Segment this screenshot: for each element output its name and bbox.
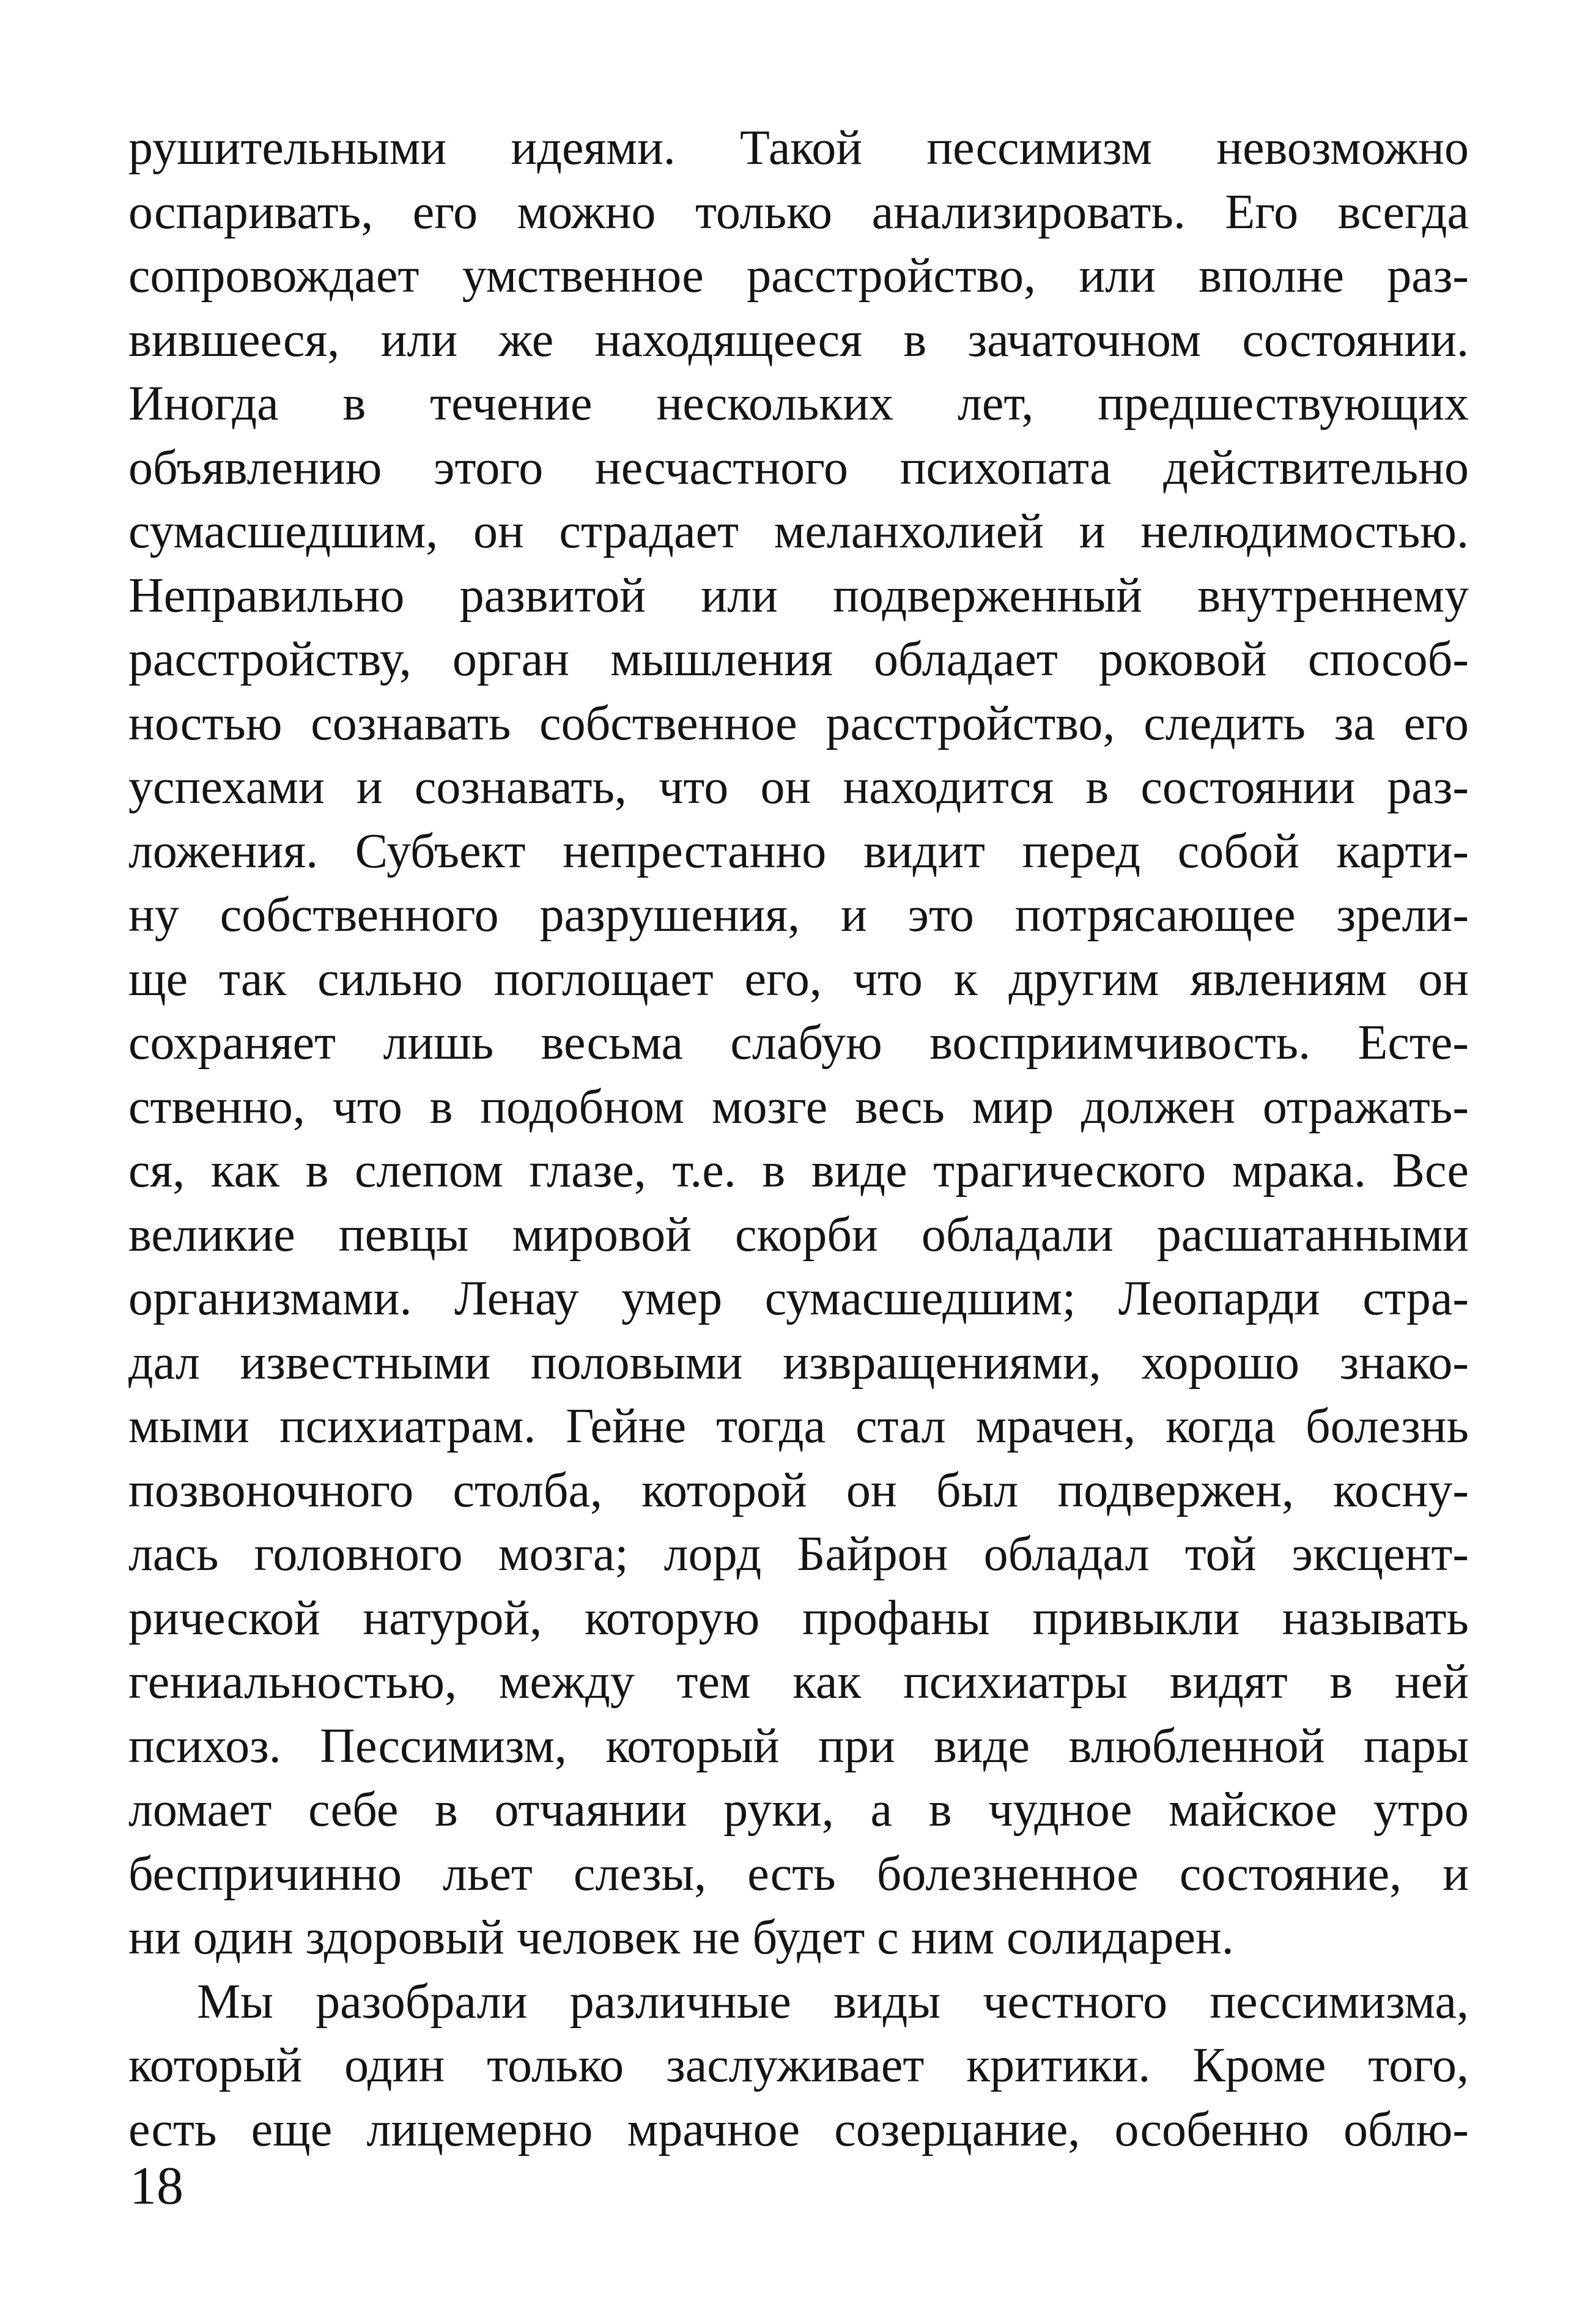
- text-line: ще так сильно поглощает его, что к другим явлениям он: [128, 952, 1469, 1006]
- text-line: ломает себе в отчаянии руки, а в чудное майское утро: [128, 1783, 1469, 1837]
- text-line: ну собственного разрушения, и это потрясающее зрели-: [128, 888, 1469, 942]
- text-line: беспричинно льет слезы, есть болезненное состояние, и: [128, 1846, 1469, 1901]
- text-line: который один только заслуживает критики. Кроме того,: [128, 2038, 1469, 2092]
- text-line: сопровождает умственное расстройство, или вполне раз-: [128, 249, 1469, 303]
- text-line: сохраняет лишь весьма слабую восприимчивость. Есте-: [128, 1016, 1469, 1070]
- text-line: дал известными половыми извращениями, хорошо знако-: [128, 1335, 1469, 1390]
- text-line: ложения. Субъект непрестанно видит перед собой карти-: [128, 824, 1469, 878]
- text-line: рической натурой, которую профаны привыкли называть: [128, 1591, 1469, 1645]
- text-line: организмами. Ленау умер сумасшедшим; Леопарди стра-: [128, 1272, 1469, 1325]
- text-line: расстройству, орган мышления обладает роковой способ-: [128, 632, 1469, 686]
- text-line: ни один здоровый человек не будет с ним солидарен.: [128, 1911, 1234, 1964]
- text-line: лась головного мозга; лорд Байрон обладал той эксцент-: [128, 1527, 1469, 1581]
- text-line: Мы разобрали различные виды честного пессимизма,: [197, 1974, 1469, 2029]
- text-line: великие певцы мировой скорби обладали расшатанными: [128, 1207, 1469, 1262]
- text-line: успехами и сознавать, что он находится в состоянии раз-: [128, 760, 1469, 814]
- text-line: психоз. Пессимизм, который при виде влюбленной пары: [128, 1719, 1469, 1773]
- body-text: [128, 116, 1469, 2161]
- text-line: позвоночного столба, которой он был подвержен, косну-: [128, 1463, 1469, 1517]
- text-line: объявлению этого несчастного психопата действительно: [128, 440, 1469, 495]
- paragraph: [128, 116, 1469, 1970]
- text-line: Иногда в течение нескольких лет, предшествующих: [128, 377, 1469, 431]
- text-line: ся, как в слепом глазе, т.е. в виде трагического мрака. Все: [128, 1144, 1469, 1198]
- text-line: Неправильно развитой или подверженный внутреннему: [128, 568, 1469, 623]
- text-line: сумасшедшим, он страдает меланхолией и нелюдимостью.: [128, 505, 1469, 558]
- text-line: гениальностью, между тем как психиатры видят в ней: [128, 1655, 1469, 1709]
- text-line: ностью сознавать собственное расстройство, следить за его: [128, 696, 1469, 750]
- text-line: мыми психиатрам. Гейне тогда стал мрачен, когда болезнь: [128, 1399, 1469, 1453]
- text-line: оспаривать, его можно только анализировать. Его всегда: [128, 185, 1469, 239]
- text-line: ственно, что в подобном мозге весь мир должен отражать-: [128, 1079, 1469, 1134]
- text-line: вившееся, или же находящееся в зачаточном состоянии.: [128, 313, 1469, 367]
- text-line: рушительными идеями. Такой пессимизм невозможно: [128, 121, 1469, 175]
- text-line: есть еще лицемерно мрачное созерцание, особенно облю-: [128, 2102, 1469, 2157]
- paragraph: [128, 1970, 1469, 2162]
- page-number: 18: [130, 2157, 183, 2216]
